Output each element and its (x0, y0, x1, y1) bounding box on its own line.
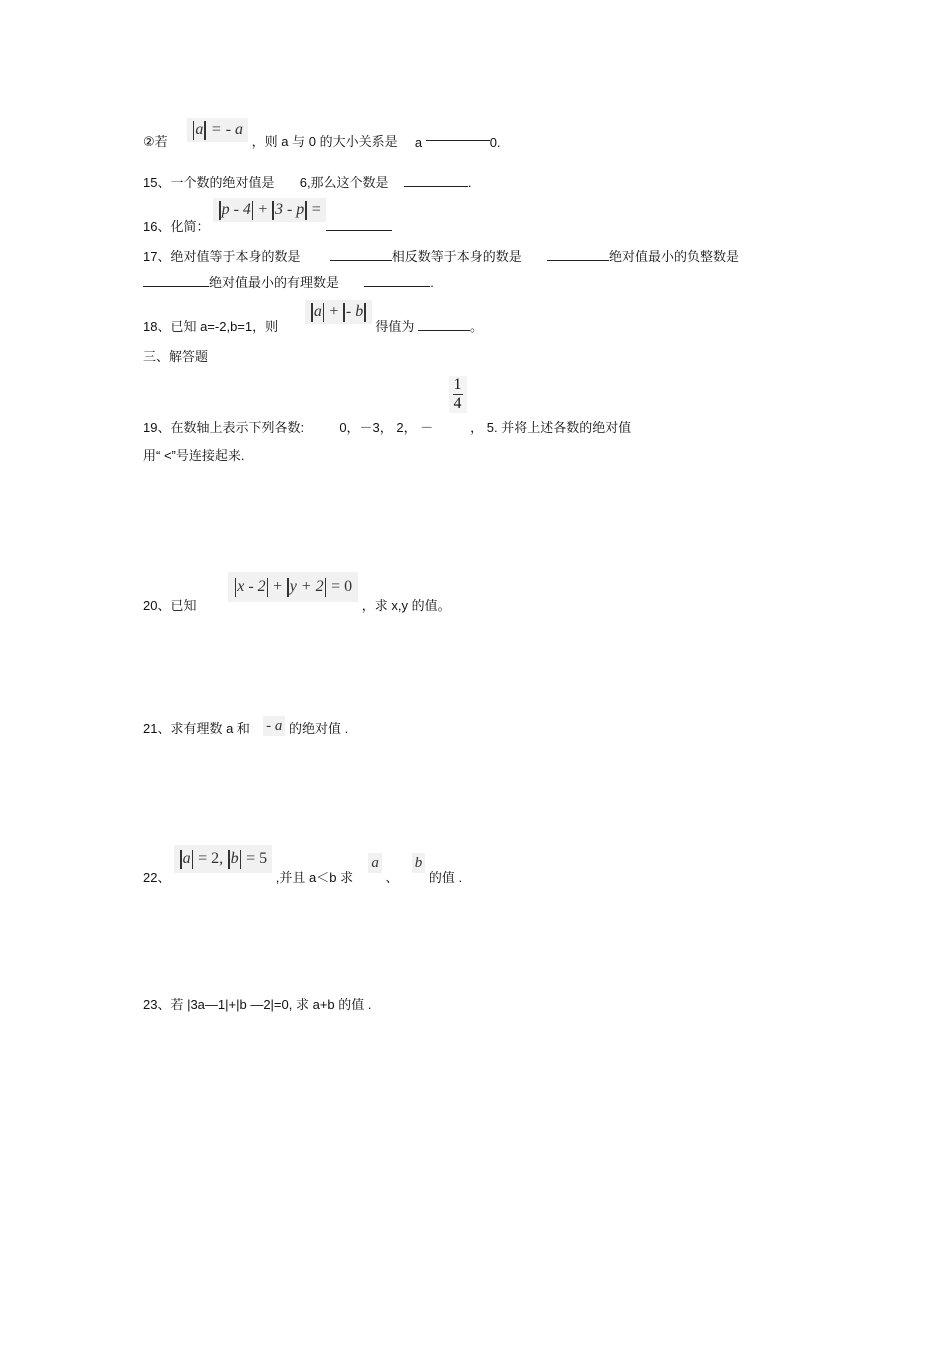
answer-blank (326, 217, 392, 231)
q18-mid: 得值为 (375, 319, 415, 335)
q20-end: ，求 x,y 的值。 (361, 598, 451, 614)
question-21 (143, 718, 348, 740)
q14b-var: a (414, 135, 423, 150)
answer-blank (364, 273, 430, 287)
q14b-prefix: ②若 (143, 134, 168, 149)
q19-text: 19、在数轴上表示下列各数: (143, 419, 305, 435)
q15-text: 15、一个数的绝对值是 (143, 175, 275, 190)
q15-end: . (467, 175, 472, 190)
q16-text: 16、化简： (143, 219, 210, 235)
fraction-one-quarter: $\frac{1}{4}$ (449, 376, 467, 413)
q23-text: 23、若 |3a—1|+|b —2|=0, 求 a+b 的值 . (143, 997, 372, 1012)
q14b-end: 0. (489, 135, 501, 150)
question-19 (143, 376, 632, 435)
question-22 (143, 845, 463, 886)
question-15 (143, 172, 471, 191)
answer-blank (547, 247, 609, 261)
q22-text: 22、 (143, 870, 171, 886)
abs-sum-expression: a + - b (305, 300, 371, 324)
question-18 (143, 300, 484, 335)
answer-blank (404, 173, 468, 187)
abs-equation-xy: x - 2 + y + 2 = 0 (228, 572, 358, 602)
q17-end: . (430, 275, 434, 290)
q17-mid1: 相反数等于本身的数是 (391, 249, 522, 264)
q17-mid2: 绝对值最小的负整数是 (608, 249, 739, 264)
q21-text: 21、求有理数 a 和 (143, 721, 250, 736)
q17-text: 17、绝对值等于本身的数是 (143, 249, 301, 264)
q15-mid: 6,那么这个数是 (299, 175, 389, 190)
q18-text: 18、已知 a=-2,b=1，则 (143, 319, 279, 335)
question-20 (143, 572, 451, 614)
q22-mid: ,并且 a＜b 求 (275, 870, 354, 886)
question-17 (143, 246, 739, 265)
abs-a-equation: a = - a (187, 118, 248, 142)
question-19-line2 (143, 445, 244, 464)
q19-line2: 用“ <”号连接起来. (143, 448, 245, 463)
q17-line2-mid: 绝对值最小的有理数是 (209, 275, 340, 290)
q22-sep: 、 (385, 870, 399, 886)
simplify-expression: p - 4 + 3 - p = (213, 198, 326, 222)
question-16 (143, 198, 392, 235)
q19-after: ， 5. 并将上述各数的绝对值 (470, 419, 632, 435)
q20-text: 20、已知 (143, 598, 197, 614)
q19-nums: 0，－3， 2， － (339, 419, 434, 435)
question-17-line2 (143, 272, 434, 291)
q14b-middle: ，则 a 与 0 的大小关系是 (251, 134, 398, 149)
neg-a-expression: - a (263, 716, 285, 736)
answer-blank (330, 247, 392, 261)
q18-end: 。 (470, 319, 484, 335)
var-b: b (412, 853, 426, 873)
section-3-title: 三、解答题 (143, 349, 209, 364)
abs-values-given: a = 2, b = 5 (174, 845, 272, 873)
q22-end: 的值 . (428, 870, 463, 886)
q21-end: 的绝对值 . (289, 721, 349, 736)
var-a: a (368, 853, 382, 873)
answer-blank (143, 273, 209, 287)
question-14-part2 (143, 121, 501, 150)
question-23 (143, 994, 371, 1013)
answer-blank (426, 127, 490, 141)
section-title (143, 346, 208, 365)
answer-blank (418, 317, 470, 331)
